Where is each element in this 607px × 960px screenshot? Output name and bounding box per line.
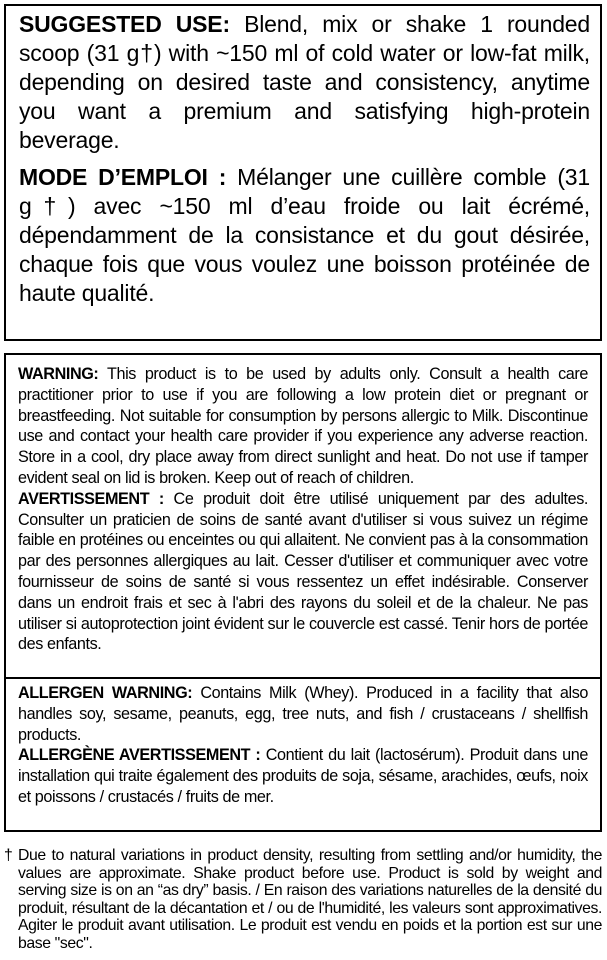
suggested-use-heading: SUGGESTED USE:	[19, 11, 230, 37]
warning-text: This product is to be used by adults only. Consult a health care practitioner prior to use if you are following a low protein diet or pregnant or breastfeeding. Not suitable for consumption by persons allergic to Milk. Discontinue use and contact your health care provider if you experience any adverse reaction. Store in a cool, dry place away from direct sunlight and heat. Do not use if tamper evident seal on lid is broken. Keep out of reach of children.	[18, 365, 588, 487]
allergen-section	[6, 677, 600, 808]
footnote-dagger: †	[4, 847, 13, 864]
avertissement-fr	[18, 489, 588, 655]
mode-emploi-heading: MODE D’EMPLOI :	[19, 164, 227, 190]
footnote-text: Due to natural variations in product density, resulting from settling and/or humidity, the values are approximate. Shake product before use. Product is sold by weight and serving size is on an “as dry” basis. / En raison des variations naturelles de la densité du produit, résultant de la décantation et / ou de l'humidité, les valeurs sont approximatives. Agiter le produit avant utilisation. Le produit est vendu en poids et la portion est sur une base "sec".	[18, 847, 602, 952]
avertissement-heading: AVERTISSEMENT :	[18, 489, 164, 508]
allergen-heading: ALLERGEN WARNING:	[18, 684, 193, 702]
warning-heading: WARNING:	[18, 365, 99, 383]
footnote	[4, 847, 602, 952]
mode-emploi-fr	[19, 163, 590, 308]
mode-emploi-text: Mélanger une cuillère comble (31 g†) avec ~150 ml d’eau froide ou lait écrémé, dépendamment de la consistance et du gout désirée, chaque fois que vous voulez une boisson protéinée de haute qualité.	[19, 164, 590, 306]
suggested-use-box	[4, 4, 602, 341]
allergene-heading: ALLERGÈNE AVERTISSEMENT :	[18, 746, 261, 765]
allergene-text: Contient du lait (lactosérum). Produit dans une installation qui traite également des produits de soja, sésame, arachides, œufs, noix et poissons / crustacés / fruits de mer.	[18, 746, 588, 806]
suggested-use-en	[19, 10, 590, 155]
warning-section	[6, 355, 600, 677]
allergen-en	[18, 683, 588, 745]
allergen-text: Contains Milk (Whey). Produced in a facility that also handles soy, sesame, peanuts, egg, tree nuts, and fish / crustaceans / shellfish products.	[18, 684, 588, 744]
warning-en	[18, 364, 588, 489]
avertissement-text: Ce produit doit être utilisé uniquement par des adultes. Consulter un praticien de soins de santé avant d'utiliser si vous suivez un régime faible en protéines ou enceintes ou qui allaitent. Ne convient pas à la consommation par des personnes allergiques au lait. Cesser d'utiliser et communiquer avec votre fournisseur de soins de santé si vous ressentez un effet indésirable. Conserver dans un endroit frais et sec à l'abri des rayons du soleil et de la chaleur. Ne pas utiliser si autoprotection joint évident sur le couvercle est cassé. Tenir hors de portée des enfants.	[18, 489, 589, 654]
warnings-box	[4, 353, 602, 832]
suggested-use-text: Blend, mix or shake 1 rounded scoop (31 g†) with ~150 ml of cold water or low-fat milk, depending on desired taste and consistency, anytime you want a premium and satisfying high-protein beverage.	[19, 11, 590, 153]
allergene-fr	[18, 745, 588, 807]
